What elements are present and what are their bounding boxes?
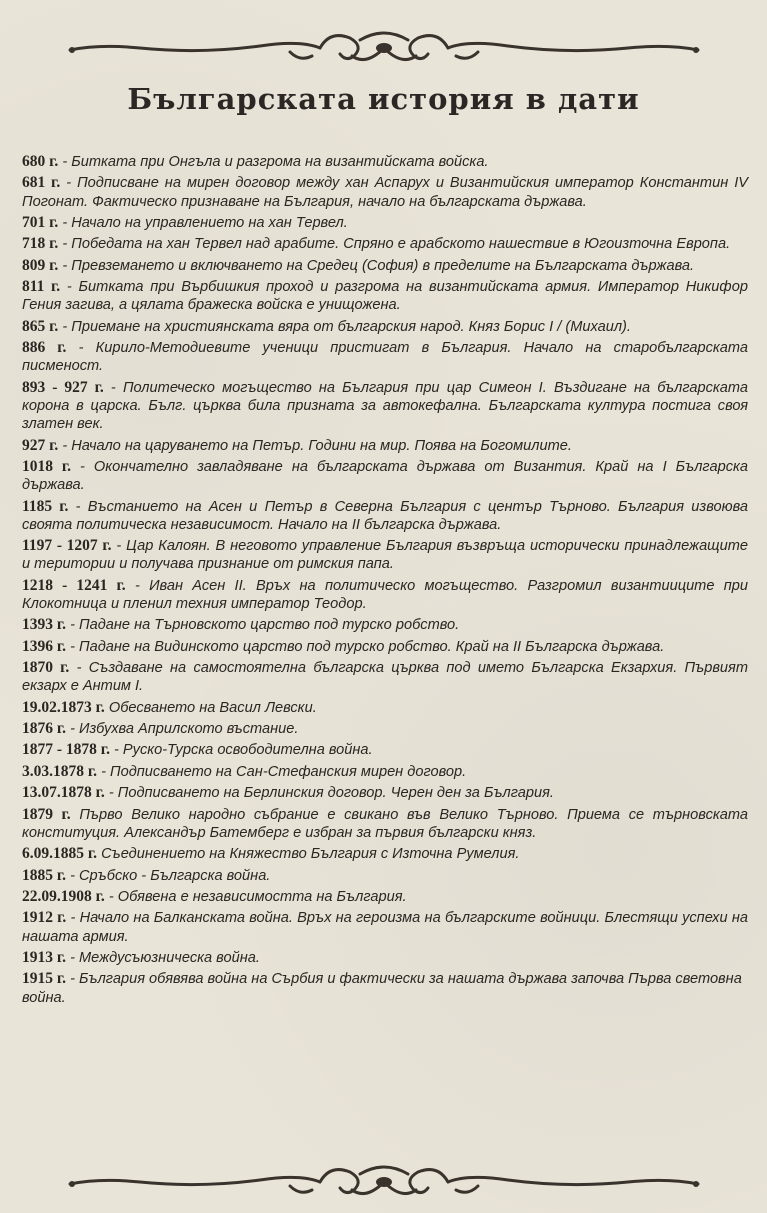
entry-date: 1913 г. xyxy=(22,948,67,966)
list-item xyxy=(22,437,748,455)
entry-text: - Сръбско - Българска война. xyxy=(66,867,271,884)
list-item xyxy=(22,763,748,781)
list-item xyxy=(22,498,748,534)
list-item xyxy=(22,318,748,336)
top-ornament xyxy=(60,26,708,70)
list-item xyxy=(22,909,748,945)
list-item xyxy=(22,174,748,210)
list-item xyxy=(22,638,748,656)
entry-text: Съединението на Княжество България с Източна Румелия. xyxy=(97,846,520,863)
entry-date: 1876 г. xyxy=(22,720,67,738)
entry-date: 6.09.1885 г. xyxy=(22,845,98,863)
entry-text: - Обявена е независимостта на България. xyxy=(104,889,407,905)
entry-date: 13.07.1878 г. xyxy=(22,784,105,802)
entry-text: Първо Велико народно събрание е свикано във Велико Търново. Приема се търновската конституция. Александър Батемберг е избран за първия български княз. xyxy=(22,806,748,841)
list-item xyxy=(22,153,748,171)
list-item xyxy=(22,888,748,906)
entry-text: - Битката при Върбишкия проход и разгрома на византийската армия. Император Никифор Гения загива, а цялата бражеска войска е унищожена. xyxy=(22,279,748,314)
list-item xyxy=(22,235,748,253)
ornament-scroll-icon xyxy=(60,26,708,70)
bottom-ornament xyxy=(60,1162,708,1206)
list-item xyxy=(22,616,748,634)
entry-text: - Подписването на Сан-Стефанския мирен договор. xyxy=(97,763,467,780)
entry-text: - Политеческо могъщество на България при цар Симеон I. Въздигане на българската корона в царска. Бълг. църква била призната за автокефална. Българската култура постига своя златен век. xyxy=(22,379,749,433)
entry-text: - Междусъюзническа война. xyxy=(66,949,260,966)
entry-text: - Окончателно завладяване на българската държава от Византия. Край на I Българска държава. xyxy=(22,458,749,494)
entry-text: - Битката при Онгъла и разгрома на византийската войска. xyxy=(58,154,489,170)
entry-date: 893 - 927 г. xyxy=(22,378,104,396)
entry-date: 1879 г. xyxy=(22,805,71,823)
entry-date: 19.02.1873 г. xyxy=(22,698,105,716)
list-item xyxy=(22,339,748,375)
entry-date: 927 г. xyxy=(22,436,59,454)
entry-date: 1185 г. xyxy=(22,497,69,515)
entry-date: 1218 - 1241 г. xyxy=(22,576,126,594)
list-item xyxy=(22,659,748,695)
list-item xyxy=(22,806,748,842)
entry-date: 1197 - 1207 г. xyxy=(22,537,112,555)
entry-date: 3.03.1878 г. xyxy=(22,762,98,780)
entry-text: - Превземането и включването на Средец (София) в пределите на Българската държава. xyxy=(58,257,695,274)
entry-date: 22.09.1908 г. xyxy=(22,888,105,905)
list-item xyxy=(22,257,748,275)
entry-text: - Начало на управлението на хан Тервел. xyxy=(58,214,348,231)
list-item xyxy=(22,845,748,863)
list-item xyxy=(22,577,748,613)
list-item xyxy=(22,458,748,494)
entry-date: 701 г. xyxy=(22,213,59,231)
ornament-scroll-icon xyxy=(60,1162,708,1206)
entry-text: - Победата на хан Тервел над арабите. Спряно е арабското нашествие в Югоизточна Европа. xyxy=(58,236,731,253)
entry-text: - Иван Асен II. Връх на политическо могъщество. Разгромил византиицuте при Клокотница и пленил техния император Теодор. xyxy=(22,577,749,612)
entry-text: Обесването на Васил Левски. xyxy=(104,699,317,716)
entry-date: 718 г. xyxy=(22,235,59,253)
list-item xyxy=(22,741,748,759)
entry-text: - Начало на царуването на Петър. Години на мир. Поява на Богомилите. xyxy=(58,437,572,454)
entry-date: 1915 г. xyxy=(22,970,67,988)
entry-date: 886 г. xyxy=(22,339,67,357)
entry-text: - Приемане на християнската вяра от българския народ. Княз Борис I / (Михаил). xyxy=(58,318,631,335)
entry-text: - Падане на Видинското царство под турско робство. Край на II Българска държава. xyxy=(66,638,665,655)
entry-date: 680 г. xyxy=(22,153,59,170)
list-item xyxy=(22,379,748,434)
page-title: Българската история в дати xyxy=(127,82,640,116)
list-item xyxy=(22,699,748,717)
entry-text: - България обявява война на Сърбия и фактически за нашата държава започва Първа световна война. xyxy=(22,971,742,1006)
entry-date: 1870 г. xyxy=(22,659,70,677)
entry-date: 1885 г. xyxy=(22,866,67,884)
entry-text: - Кирило-Методиевите ученици пристигат в България. Начало на старобългарската писменост. xyxy=(22,340,748,375)
entry-date: 1877 - 1878 г. xyxy=(22,741,110,759)
list-item xyxy=(22,214,748,232)
entry-text: - Подписването на Берлинския договор. Черен ден за България. xyxy=(104,785,554,802)
list-item xyxy=(22,867,748,885)
entry-date: 809 г. xyxy=(22,256,59,274)
entry-date: 1393 г. xyxy=(22,616,67,634)
entry-date: 681 г. xyxy=(22,174,61,192)
list-item xyxy=(22,970,748,1006)
entry-text: - Подписване на мирен договор между хан Аспарух и Византийския император Константин IV Погонат. Фактическо признаване на България, начало на българската държава. xyxy=(22,175,749,210)
entry-text: - Падане на Търновското царство под турско робство. xyxy=(66,617,460,634)
entry-text: - Начало на Балканската война. Връх на героизма на българските войници. Блестящи успехи на нашата армия. xyxy=(22,910,748,945)
timeline-list xyxy=(22,153,748,1010)
list-item xyxy=(22,720,748,738)
entry-text: - Въстанието на Асен и Петър в Северна България с център Търново. България извоюва своята политическа независимост. Начало на II българска държава. xyxy=(22,498,749,533)
entry-date: 1396 г. xyxy=(22,637,67,655)
list-item xyxy=(22,949,748,967)
entry-text: - Създаване на самостоятелна българска църква под името Българска Екзархия. Първият екзарх е Антим I. xyxy=(22,660,749,695)
entry-text: - Цар Калоян. В неговото управление България възвръща исторически принадлежащите и територии и получава признание от римския папа. xyxy=(22,538,748,573)
entry-text: - Руско-Турска освободителна война. xyxy=(109,742,373,759)
entry-date: 811 г. xyxy=(22,278,61,296)
entry-text: - Избухва Априлското въстание. xyxy=(66,721,299,738)
list-item xyxy=(22,537,748,573)
entry-date: 1912 г. xyxy=(22,909,67,927)
list-item xyxy=(22,784,748,802)
entry-date: 1018 г. xyxy=(22,457,72,475)
entry-date: 865 г. xyxy=(22,317,59,335)
list-item xyxy=(22,278,748,314)
